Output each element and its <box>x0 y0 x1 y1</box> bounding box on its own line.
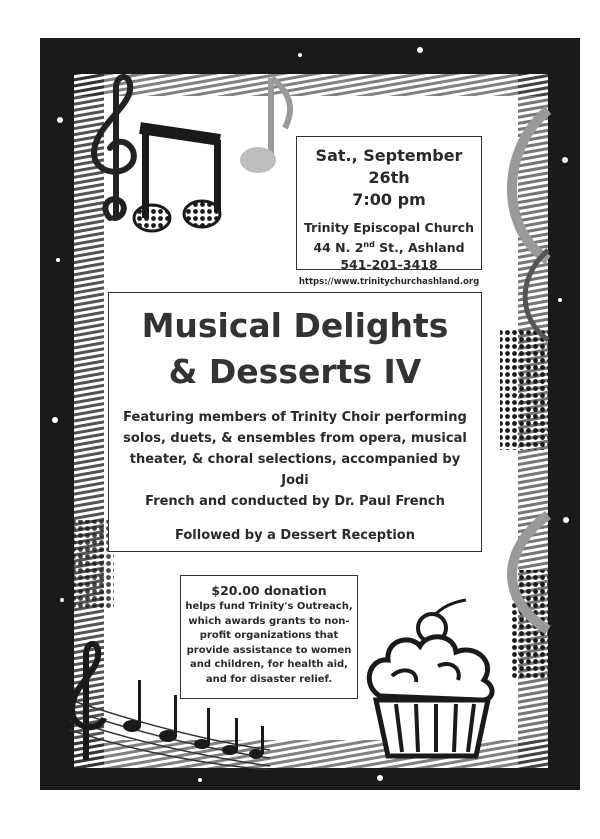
event-address: 44 N. 2nd St., Ashland <box>313 240 465 256</box>
event-description: Featuring members of Trinity Choir performing solos, duets, & ensembles from opera, musical theater, & choral selections, accompanied by Jodi French and conducted by Dr. Paul French <box>123 410 467 509</box>
event-title-line-2: & Desserts IV <box>168 352 422 391</box>
event-date: Sat., September 26th <box>315 146 463 187</box>
gray-eighth-note-icon <box>240 78 290 173</box>
donation-amount: $20.00 donation <box>211 583 327 598</box>
event-phone: 541-201-3418 <box>340 257 438 273</box>
event-time: 7:00 pm <box>352 190 426 209</box>
donation-description: helps fund Trinity's Outreach, which awards grants to non- profit organizations that provide assistance to women and children, for health aid, and for disaster relief. <box>185 601 353 685</box>
donation-box <box>180 575 358 699</box>
event-details-box <box>296 136 482 288</box>
event-title-line-1: Musical Delights <box>141 306 449 345</box>
beamed-eighth-notes-icon <box>134 128 221 231</box>
reception-note: Followed by a Dessert Reception <box>175 528 415 543</box>
music-notes-icon <box>80 68 300 248</box>
main-announcement-box <box>108 292 482 552</box>
event-url[interactable]: https://www.trinitychurchashland.org <box>298 277 480 288</box>
cupcake-icon <box>362 596 502 762</box>
event-venue: Trinity Episcopal Church <box>304 220 474 235</box>
treble-clef-icon <box>94 77 134 218</box>
